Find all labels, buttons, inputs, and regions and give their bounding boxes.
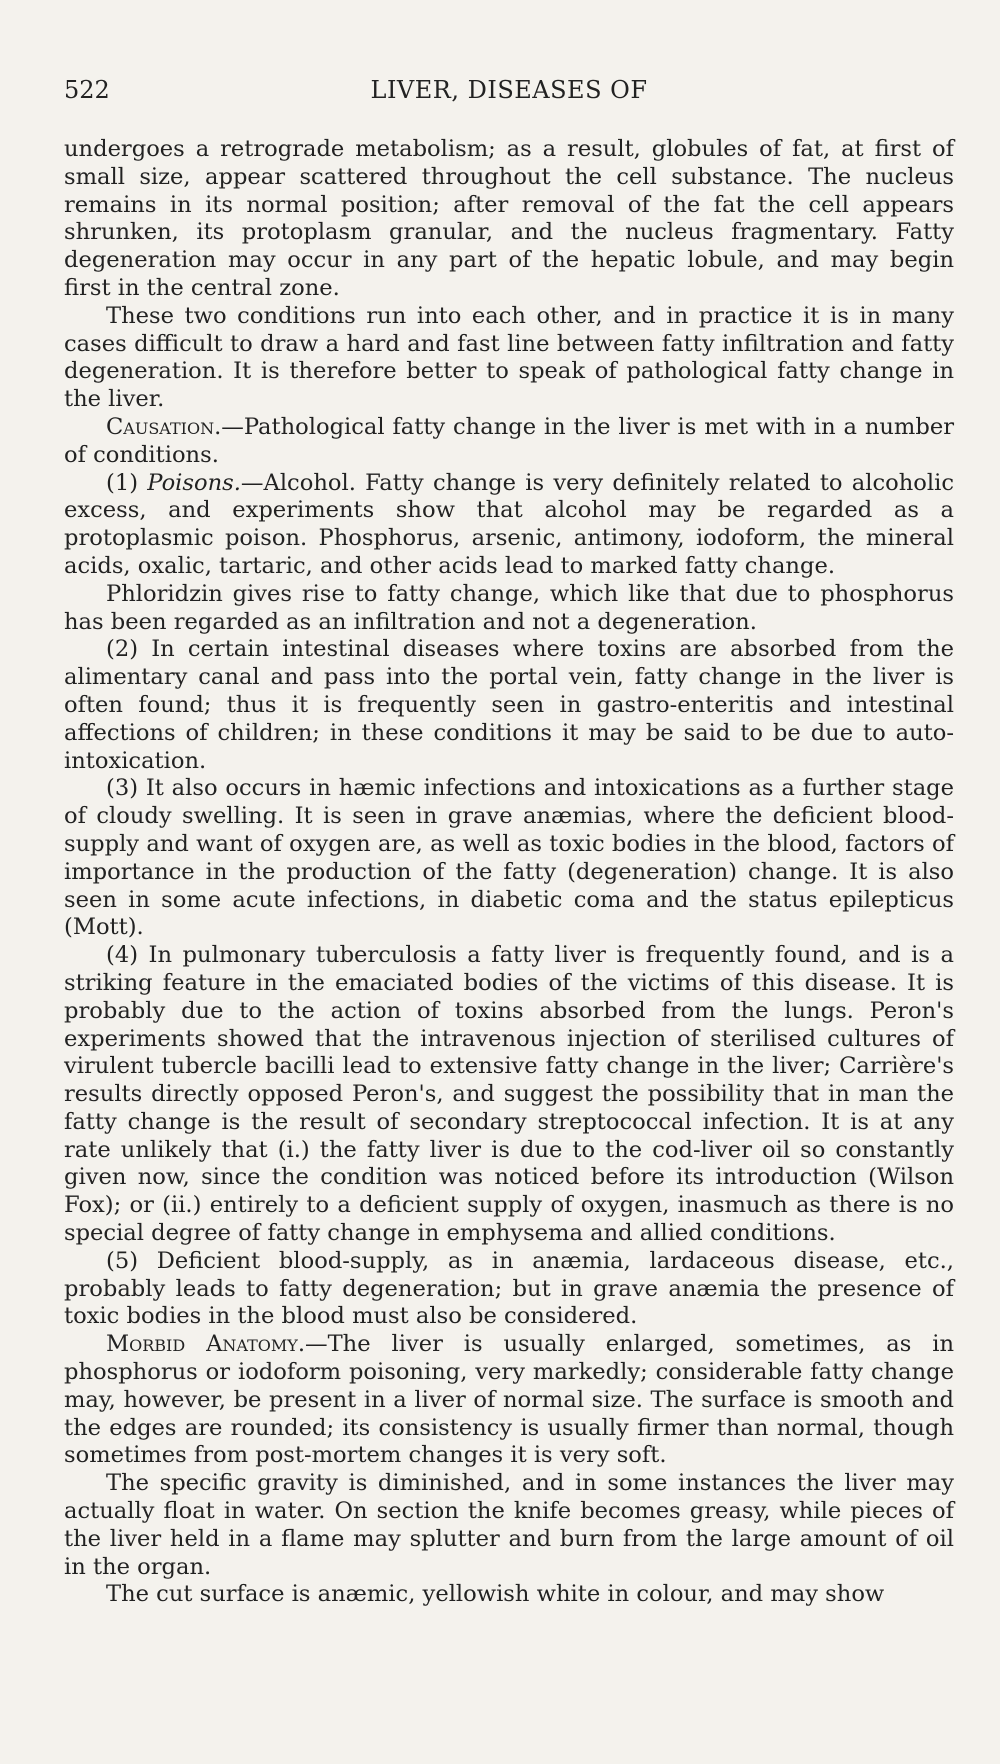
running-title: LIVER, DISEASES OF xyxy=(370,76,648,104)
body-text xyxy=(64,136,954,1609)
page-number: 522 xyxy=(64,76,110,104)
paragraph: (4) In pulmonary tuberculosis a fatty liver is frequently found, and is a striking feature in the emaciated bodies of the victims of this disease. It is probably due to the action of toxins absorbed from the lungs. Peron's experiments showed that the intravenous injection of sterilised cultures of virulent tubercle bacilli lead to extensive fatty change in the liver; Carrière's results directly opposed Peron's, and suggest the possibility that in man the fatty change is the result of secondary streptococcal infection. It is at any rate unlikely that (i.) the fatty liver is due to the cod-liver oil so constantly given now, since the condition was noticed before its introduction (Wilson Fox); or (ii.) entirely to a deficient supply of oxygen, inasmuch as there is no special degree of fatty change in emphysema and allied conditions. xyxy=(64,942,954,1247)
paragraph: (2) In certain intestinal diseases where toxins are absorbed from the alimentary canal and pass into the portal vein, fatty change in the liver is often found; thus it is frequently seen in gastro-enteritis and intestinal affections of children; in these conditions it may be said to be due to auto-intoxication. xyxy=(64,636,954,774)
paragraph: (1) Poisons.—Alcohol. Fatty change is very definitely related to alcoholic excess, and experiments show that alcohol may be regarded as a protoplasmic poison. Phosphorus, arsenic, antimony, iodoform, the mineral acids, oxalic, tartaric, and other acids lead to marked fatty change. xyxy=(64,469,954,579)
section-heading-causation: Causation. xyxy=(106,413,222,440)
paragraph: The specific gravity is diminished, and in some instances the liver may actually float in water. On section the knife becomes greasy, while pieces of the liver held in a flame may splutter and burn from the large amount of oil in the organ. xyxy=(64,1470,954,1580)
section-heading-morbid-anatomy: Morbid Anatomy. xyxy=(106,1331,306,1358)
paragraph: Phloridzin gives rise to fatty change, which like that due to phosphorus has been regarded as an infiltration and not a degeneration. xyxy=(64,580,954,635)
paragraph: The cut surface is anæmic, yellowish white in colour, and may show xyxy=(106,1581,885,1608)
page-header xyxy=(64,76,954,116)
subheading-poisons: Poisons. xyxy=(147,469,241,496)
section-paragraph-morbid-anatomy: Morbid Anatomy.—The liver is usually enlarged, sometimes, as in phosphorus or iodoform poisoning, very markedly; considerable fatty change may, however, be present in a liver of normal size. The surface is smooth and the edges are rounded; its consistency is usually firmer than normal, though sometimes from post-mortem changes it is very soft. xyxy=(64,1331,954,1469)
section-paragraph-causation: Causation.—Pathological fatty change in the liver is met with in a number of conditions. xyxy=(64,413,954,468)
paragraph: undergoes a retrograde metabolism; as a result, globules of fat, at first of small size, appear scattered throughout the cell substance. The nucleus remains in its normal position; after removal of the fat the cell appears shrunken, its protoplasm granular, and the nucleus fragmentary. Fatty degeneration may occur in any part of the hepatic lobule, and may begin first in the central zone. xyxy=(64,136,954,301)
paragraph: These two conditions run into each other, and in practice it is in many cases difficult to draw a hard and fast line between fatty infiltration and fatty degeneration. It is therefore better to speak of pathological fatty change in the liver. xyxy=(64,302,954,413)
paragraph: (5) Deficient blood-supply, as in anæmia, lardaceous disease, etc., probably leads to fatty degeneration; but in grave anæmia the presence of toxic bodies in the blood must also be considered. xyxy=(64,1247,954,1330)
paragraph: (3) It also occurs in hæmic infections and intoxications as a further stage of cloudy swelling. It is seen in grave anæmias, where the deficient blood-supply and want of oxygen are, as well as toxic bodies in the blood, factors of importance in the production of the fatty (degeneration) change. It is also seen in some acute infections, in diabetic coma and the status epilepticus (Mott). xyxy=(64,775,954,941)
